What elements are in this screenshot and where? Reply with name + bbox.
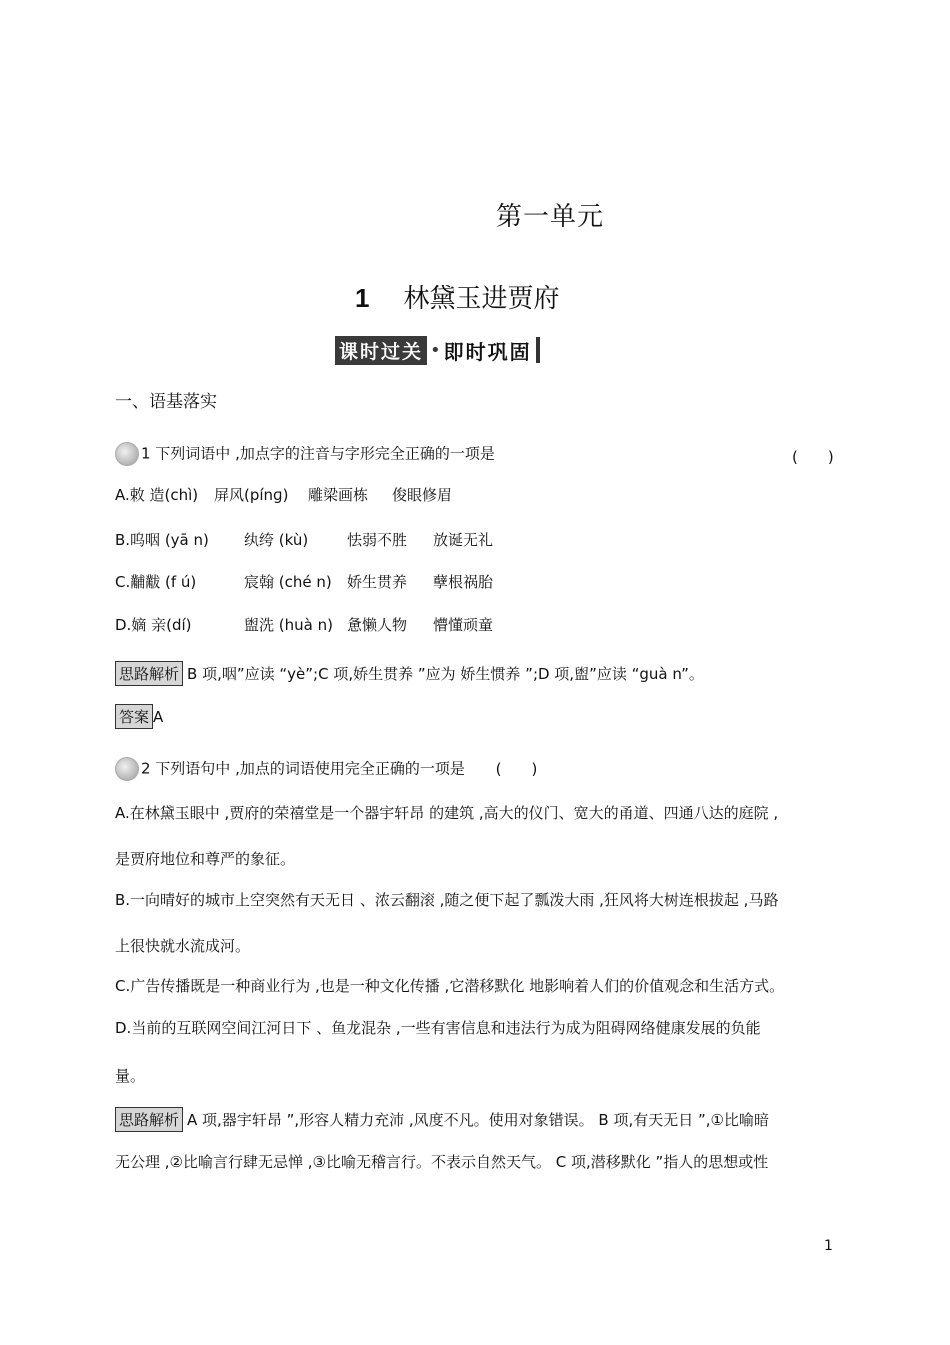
q1-option-a-2: 屏风(pínɡ) [214,486,289,504]
q2-option-d-line2: 量。 [115,1067,146,1085]
question-icon [115,442,139,466]
q1-option-c-2: 宸翰 (ché n) [244,573,332,591]
analysis-label: 思路解析 [115,661,183,686]
q2-stem-row [115,757,537,781]
q1-option-a-3: 雕梁画栋 [308,486,369,504]
banner-dot: • [430,339,441,361]
q1-answer-row [115,704,163,729]
q1-option-c-1: C.黼黻 (f ú) [115,573,197,591]
q2-option-b-line1: B.一向晴好的城市上空突然有天无日 、浓云翻滚 ,随之便下起了瓢泼大雨 ,狂风将大树连根拔起 ,马路 [115,891,779,909]
q1-stem-row [115,442,495,466]
banner-bar [536,337,540,363]
q2-answer-paren: ( ) [495,759,538,778]
q2-option-d-line1: D.当前的互联网空间江河日下 、鱼龙混杂 ,一些有害信息和违法行为成为阻碍网络健康发展的负能 [115,1019,761,1037]
q1-option-a-4: 俊眼修眉 [392,486,453,504]
q1-option-b-2: 纨绔 (kù) [244,531,309,549]
q2-stem: 2 下列语句中 ,加点的词语使用完全正确的一项是 [141,759,465,778]
q2-option-b-line2: 上很快就水流成河。 [115,937,251,955]
section-banner [335,336,540,364]
banner-right: 即时巩固 [443,339,532,364]
q1-answer: A [153,708,164,726]
q2-option-c: C.广告传播既是一种商业行为 ,也是一种文化传播 ,它潜移默化 地影响着人们的价值观念和生活方式。 [115,977,785,995]
q1-option-b-4: 放诞无礼 [433,531,494,549]
q1-analysis-row [115,661,704,686]
q1-option-c-3: 娇生贯养 [347,573,408,591]
q2-analysis-row [115,1107,769,1132]
banner-left: 课时过关 [335,336,427,365]
q2-option-a-line1: A.在林黛玉眼中 ,贾府的荣禧堂是一个器宇轩昂 的建筑 ,高大的仪门、宽大的甬道、四通八达的庭院 , [115,804,779,822]
q1-stem: 1 下列词语中 ,加点字的注音与字形完全正确的一项是 [141,444,495,463]
q1-option-d-3: 惫懒人物 [347,616,408,634]
answer-label: 答案 [115,704,153,729]
q1-option-c-4: 孽根祸胎 [433,573,494,591]
q1-option-d-4: 懵懂顽童 [433,616,494,634]
lesson-name: 林黛玉进贾府 [403,284,560,314]
section-title: 一、语基落实 [115,392,217,412]
q2-analysis-line2: 无公理 ,②比喻言行肆无忌惮 ,③比喻无稽言行。不表示自然天气。 C 项,潜移默化 ”指人的思想或性 [115,1153,769,1171]
q1-option-d-2: 盥洗 (huà n) [244,616,333,634]
q1-option-a-1: A.敕 造(chì) [115,486,199,504]
q1-option-d-1: D.嫡 亲(dí) [115,616,192,634]
page-number: 1 [824,1238,833,1254]
lesson-title [355,278,559,315]
q1-analysis: B 项,咽”应读 “yè”;C 项,娇生贯养 ”应为 娇生惯养 ”;D 项,盥”应读 “guà n”。 [187,665,704,683]
q1-answer-paren: ( ) [792,448,834,466]
q1-option-b-3: 怯弱不胜 [347,531,408,549]
q2-analysis-line1: A 项,器宇轩昂 ”,形容人精力充沛 ,风度不凡。使用对象错误。 B 项,有天无日 ”,①比喻暗 [187,1111,770,1129]
analysis-label: 思路解析 [115,1107,183,1132]
lesson-number: 1 [355,283,370,313]
unit-title: 第一单元 [495,202,604,232]
question-icon [115,757,139,781]
q1-option-b-1: B.呜咽 (yā n) [115,531,209,549]
q2-option-a-line2: 是贾府地位和尊严的象征。 [115,850,296,868]
